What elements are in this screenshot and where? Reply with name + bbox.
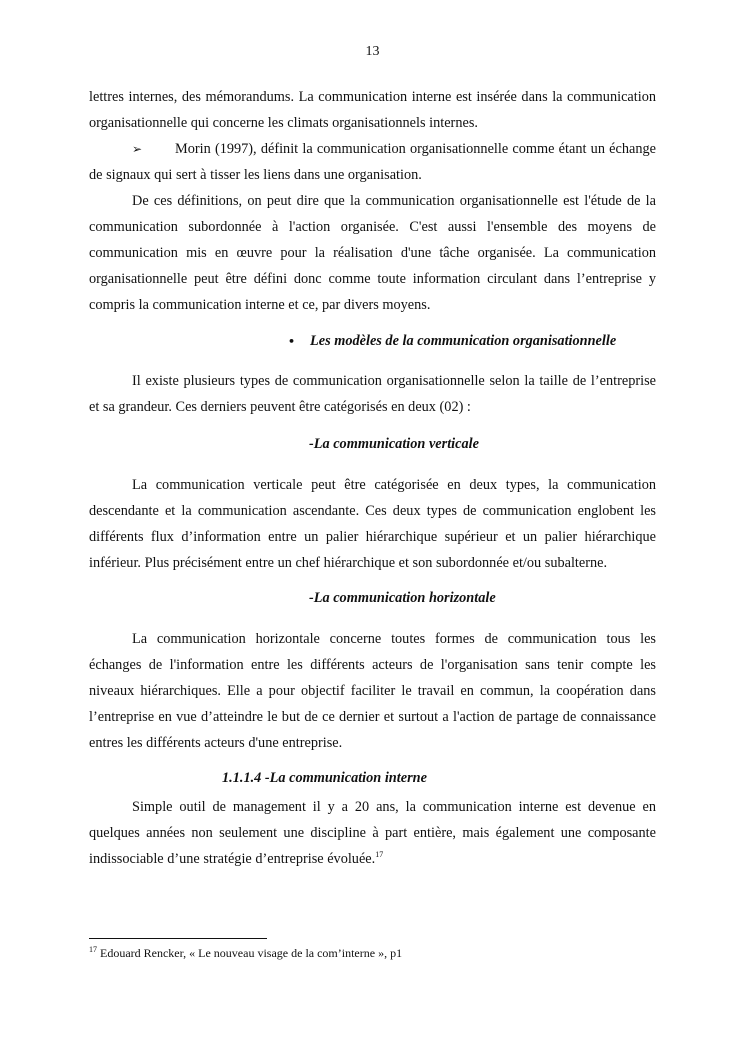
paragraph-morin-text: Morin (1997), définit la communication organisationnelle comme étant un échange de signaux qui sert à tisser les liens dans une organisation. (89, 141, 656, 183)
paragraph-horizontal: La communication horizontale concerne toutes formes de communication tous les échanges de l'information entre les différents acteurs de l'organisation sans tenir compte les niveaux hiérarchiques. Elle a pour objectif faciliter le travail en commun, la coopération dans l’entreprise en vue d’atteindre le but de ce dernier et surtout a l'action de partage de connaissance entres les différents acteurs d'une entreprise. (89, 631, 656, 751)
arrow-bullet-icon: ➢ (132, 142, 143, 156)
bullet-dot-icon: • (288, 335, 296, 348)
heading-vertical: -La communication verticale (309, 436, 479, 452)
page-number: 13 (365, 44, 380, 59)
footnote-reference[interactable]: 17 (375, 850, 384, 860)
paragraph-internal-letters: lettres internes, des mémorandums. La communication interne est insérée dans la communication organisationnelle qui concerne les climats organisationnels internes. (89, 89, 656, 131)
heading-horizontal: -La communication horizontale (309, 590, 496, 606)
paragraph-definitions-summary: De ces définitions, on peut dire que la communication organisationnelle est l'étude de la communication subordonnée à l'action organisée. C'est aussi l'ensemble des moyens de communication mis en œuvre pour la réalisation d'une tâche organisée. La communication organisationnelle peut être défini donc comme toute information circulant dans l’entreprise y compris la communication interne et ce, par divers moyens. (89, 193, 656, 313)
paragraph-morin-definition (89, 136, 656, 188)
paragraph-internal-communication (89, 794, 656, 872)
footnote-number: 17 (89, 945, 97, 954)
footnote-separator (89, 938, 267, 939)
paragraph-internal-text: Simple outil de management il y a 20 ans, la communication interne est devenue en quelques années non seulement une discipline à part entière, mais également une composante indissociable d’une stratégie d’entreprise évoluée. (89, 799, 656, 867)
heading-models-label: Les modèles de la communication organisationnelle (310, 333, 617, 349)
heading-models (288, 333, 616, 350)
footnote (89, 946, 402, 961)
footnote-text: Edouard Rencker, « Le nouveau visage de la com’interne », p1 (100, 946, 403, 960)
paragraph-types-intro: Il existe plusieurs types de communication organisationnelle selon la taille de l’entreprise et sa grandeur. Ces derniers peuvent être catégorisés en deux (02) : (89, 373, 656, 415)
heading-internal-communication: 1.1.1.4 -La communication interne (222, 770, 427, 786)
paragraph-vertical: La communication verticale peut être catégorisée en deux types, la communication descendante et la communication ascendante. Ces deux types de communication englobent les différents flux d’information entre un palier hiérarchique supérieur et un palier hiérarchique inférieur. Plus précisément entre un chef hiérarchique et son subordonnée et/ou subalterne. (89, 477, 656, 571)
